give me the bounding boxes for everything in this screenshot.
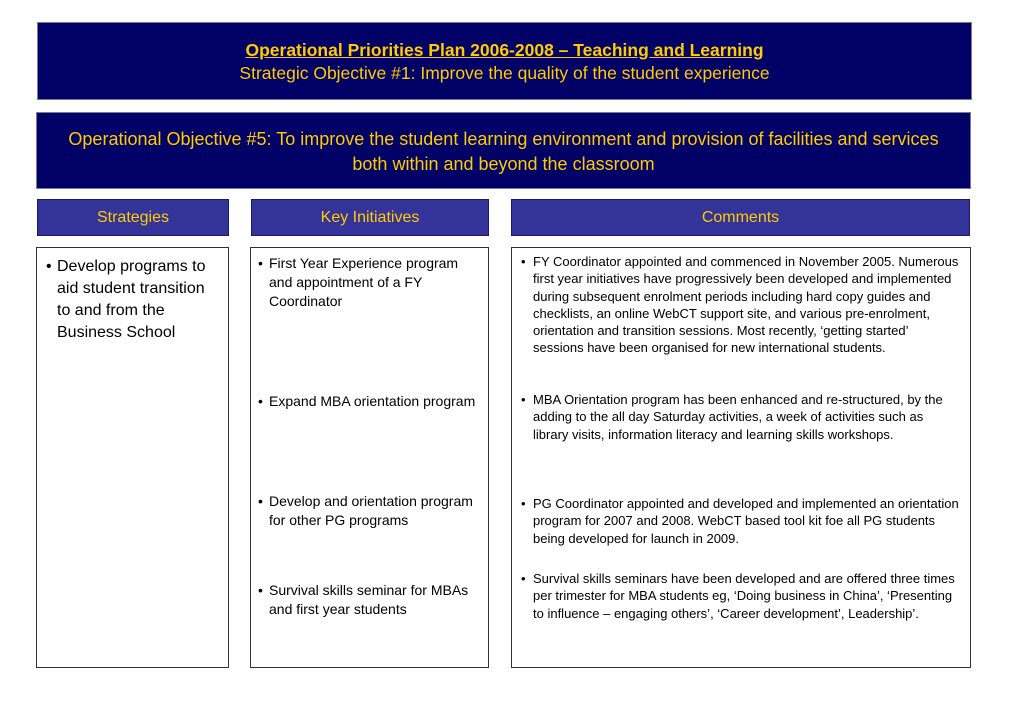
- comment-text: Survival skills seminars have been developed and are offered three times per trimester for MBA students eg, ‘Doing business in China’, ‘Presenting to influence – engaging others’, ‘Career development’, Leadership’.: [533, 571, 955, 621]
- list-item: [521, 391, 961, 443]
- list-item: [521, 253, 961, 357]
- strategy-text: Develop programs to aid student transition to and from the Business School: [57, 258, 206, 341]
- comment-text: PG Coordinator appointed and developed and implemented an orientation program for 2007 and 2008. WebCT based tool kit foe all PG students being developed for launch in 2009.: [533, 496, 959, 546]
- initiative-text: Develop and orientation program for other PG programs: [269, 493, 473, 528]
- list-item: [258, 492, 483, 530]
- bullet-icon: •: [521, 571, 526, 586]
- page-subtitle: Strategic Objective #1: Improve the quality of the student experience: [239, 63, 770, 83]
- comments-column: [511, 247, 971, 668]
- objective-banner: [36, 112, 971, 189]
- comments-header: Comments: [511, 199, 970, 236]
- bullet-icon: •: [258, 582, 263, 598]
- bullet-icon: •: [258, 493, 263, 509]
- list-item: [521, 495, 961, 547]
- initiative-text: Expand MBA orientation program: [269, 393, 476, 409]
- strategies-header: Strategies: [37, 199, 229, 236]
- objective-text: Operational Objective #5: To improve the student learning environment and provision of facilities and services both within and beyond the classroom: [68, 129, 939, 174]
- list-item: [258, 581, 483, 619]
- list-item: [258, 254, 483, 311]
- bullet-icon: •: [258, 255, 263, 271]
- bullet-icon: •: [521, 496, 526, 511]
- bullet-icon: •: [521, 254, 526, 269]
- strategies-column: [36, 247, 229, 668]
- initiatives-header: Key Initiatives: [251, 199, 489, 236]
- list-item: [521, 570, 961, 622]
- initiative-text: Survival skills seminar for MBAs and first year students: [269, 582, 469, 617]
- initiative-text: First Year Experience program and appointment of a FY Coordinator: [269, 255, 459, 309]
- bullet-icon: •: [521, 392, 526, 407]
- initiatives-column: [250, 247, 489, 668]
- page-title: Operational Priorities Plan 2006-2008 – Teaching and Learning: [245, 40, 764, 60]
- list-item: [258, 392, 483, 411]
- title-banner: [37, 22, 972, 100]
- comment-text: MBA Orientation program has been enhanced and re-structured, by the adding to the all day Saturday activities, a week of activities such as library visits, information literacy and learning skills workshops.: [533, 392, 943, 442]
- bullet-icon: •: [258, 393, 263, 409]
- bullet-icon: •: [46, 258, 52, 275]
- list-item: [46, 256, 216, 344]
- comment-text: FY Coordinator appointed and commenced in November 2005. Numerous first year initiatives have progressively been developed and implemented during subsequent enrolment periods including hard copy guides and checklists, an online WebCT support site, and various pre-enrolment, orientation and transition sessions. Most recently, ‘getting started’ sessions have been organised for new international students.: [533, 254, 959, 356]
